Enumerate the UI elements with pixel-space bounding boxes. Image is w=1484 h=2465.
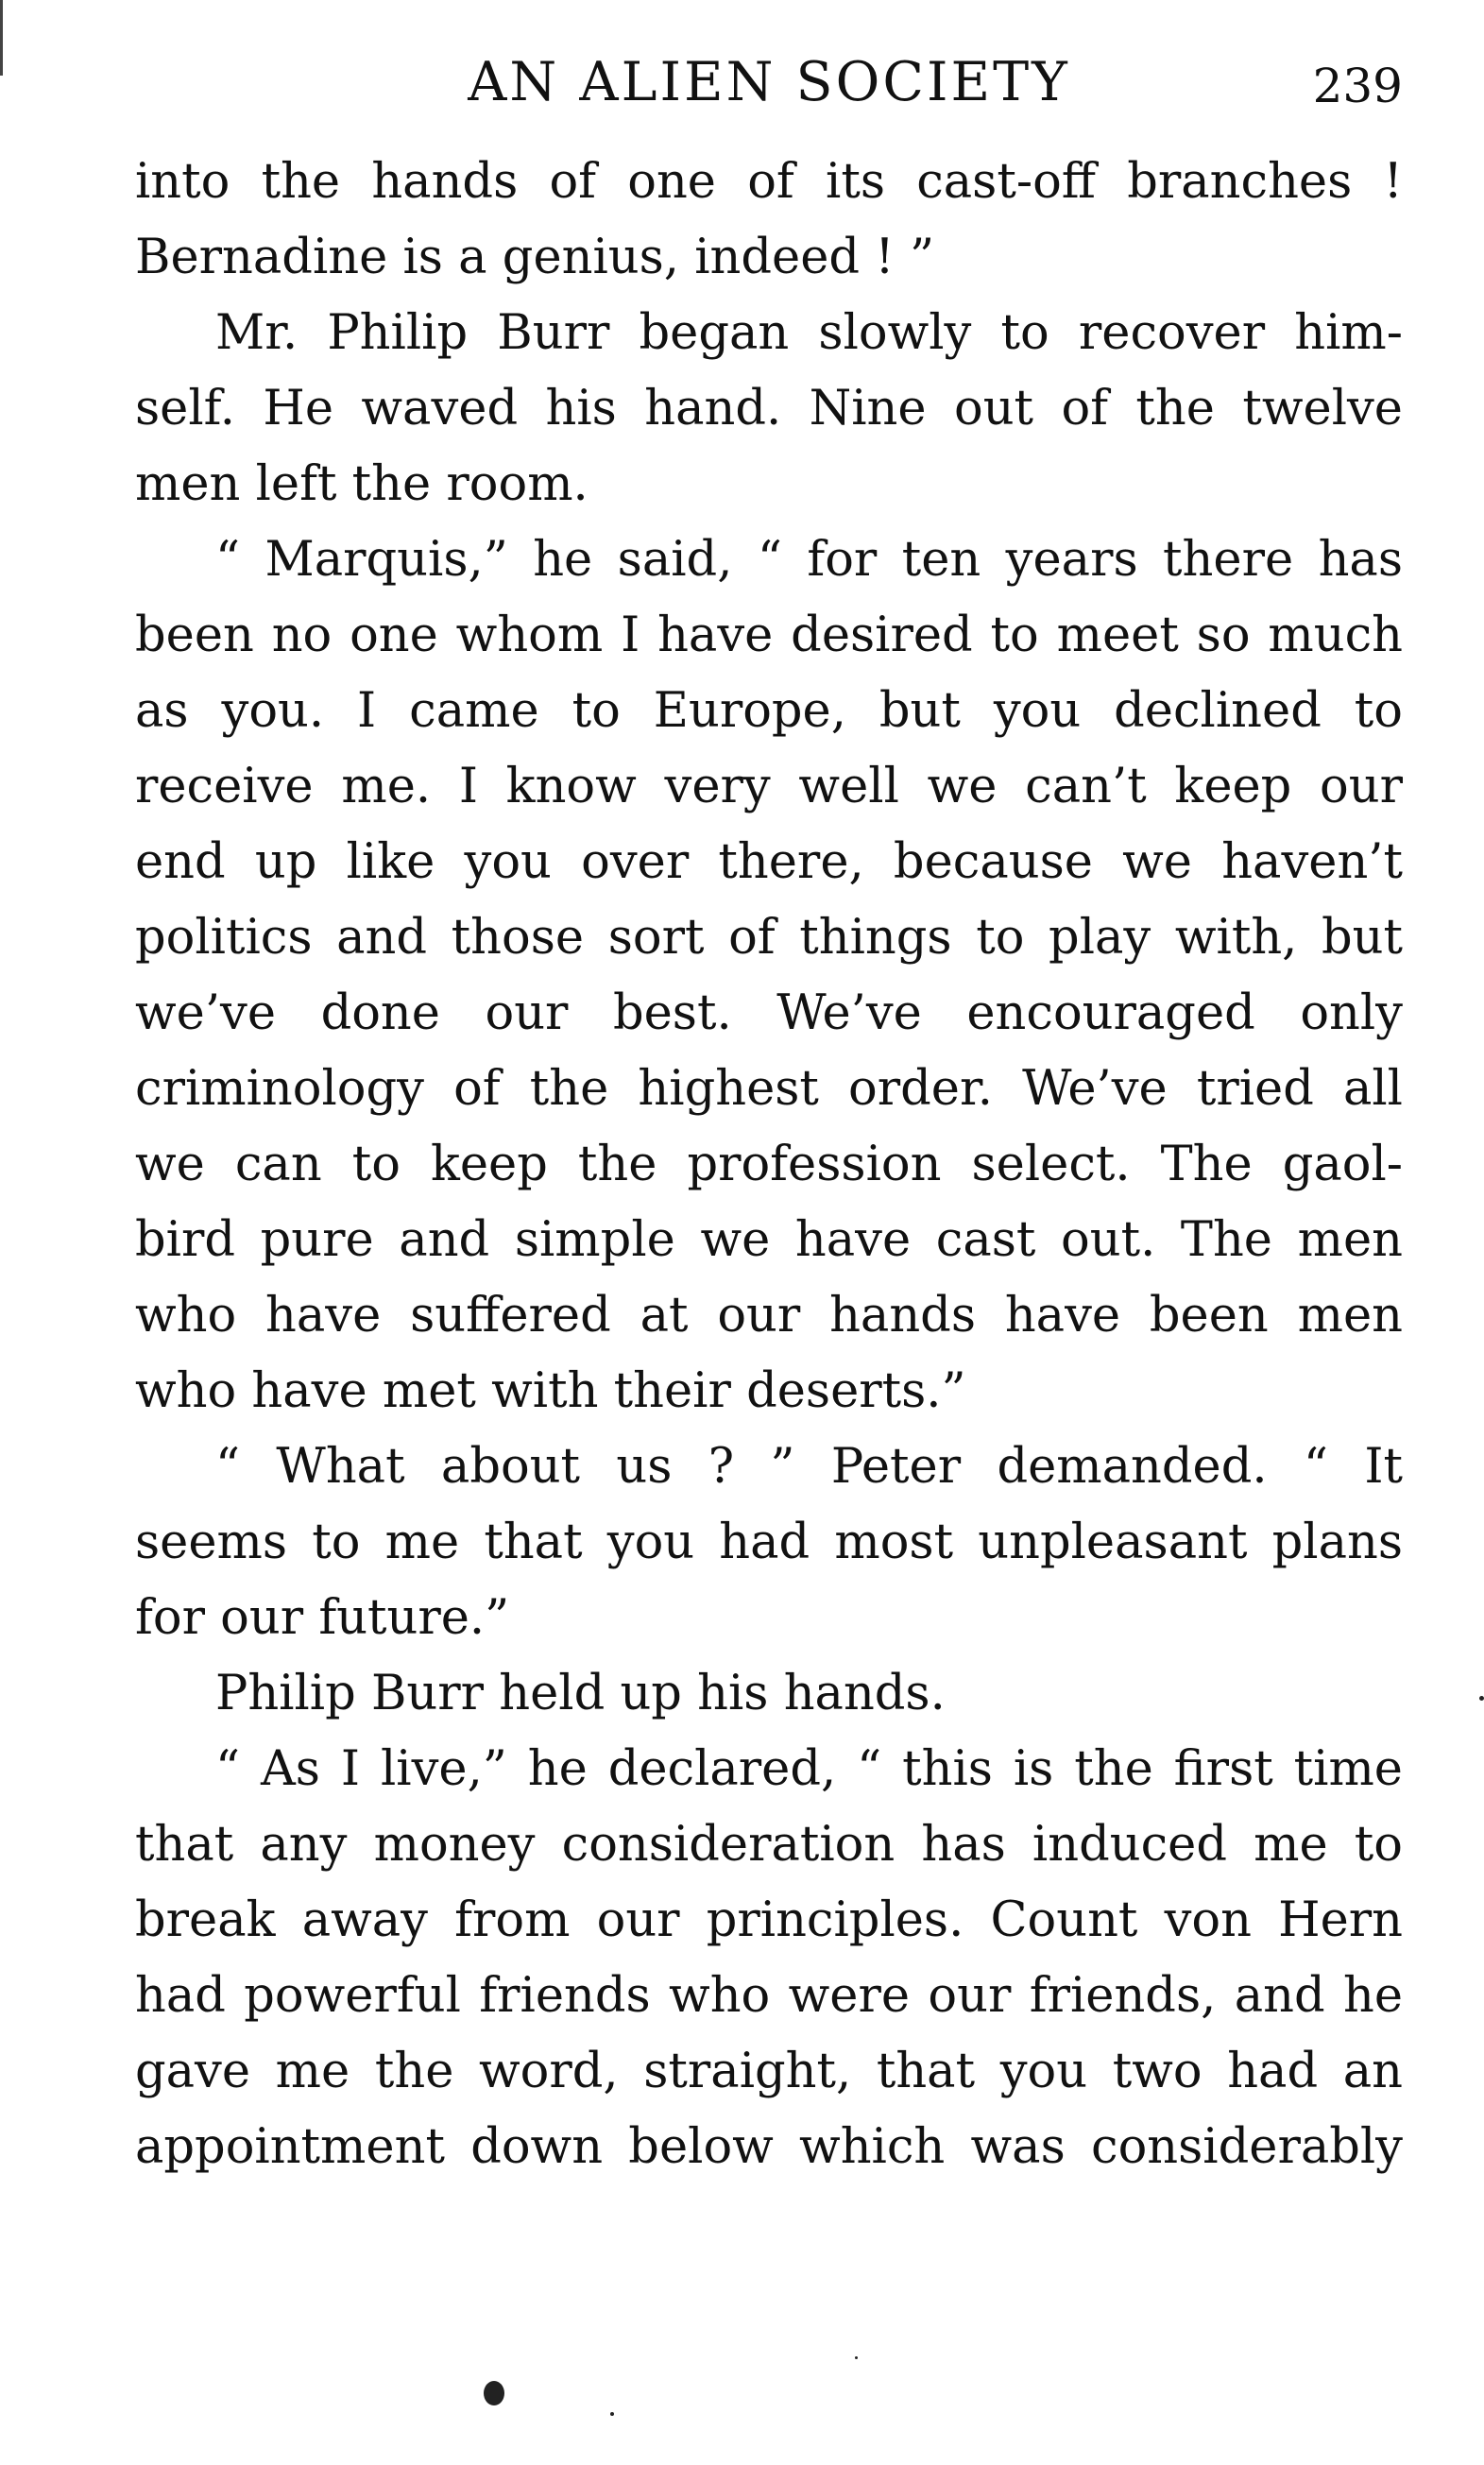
text-line: break away from our principles. Count von Hern (135, 1892, 1403, 1948)
text-line: criminology of the highest order. We’ve tried all (135, 1061, 1403, 1117)
margin-mark (0, 0, 3, 76)
text-line: who have suffered at our hands have been men (135, 1288, 1403, 1344)
text-line: as you. I came to Europe, but you declined to (135, 683, 1403, 739)
text-line: Bernadine is a genius, indeed ! ” (135, 230, 935, 285)
text-line: receive me. I know very well we can’t keep our (135, 759, 1403, 814)
text-line: we can to keep the profession select. The gaol- (135, 1137, 1403, 1192)
ink-speck (1479, 1696, 1484, 1701)
page-number: 239 (1312, 59, 1403, 113)
text-line: that any money consideration has induced me to (135, 1817, 1403, 1873)
text-line: been no one whom I have desired to meet so much (135, 608, 1403, 663)
text-line: appointment down below which was considerably (135, 2119, 1403, 2175)
text-line: Mr. Philip Burr began slowly to recover him- (215, 305, 1403, 361)
ink-speck (855, 2356, 858, 2359)
text-line: who have met with their deserts.” (135, 1363, 966, 1419)
running-title: AN ALIEN SOCIETY (468, 51, 1070, 113)
text-line: gave me the word, straight, that you two had an (135, 2044, 1403, 2099)
text-line: “ Marquis,” he said, “ for ten years there has (215, 532, 1403, 588)
text-line: for our future.” (135, 1590, 510, 1646)
text-line: into the hands of one of its cast-off branches ! (135, 154, 1403, 210)
text-line: self. He waved his hand. Nine out of the twelve (135, 381, 1403, 437)
text-line: men left the room. (135, 456, 588, 512)
body-text (135, 145, 1403, 2185)
text-line: we’ve done our best. We’ve encouraged only (135, 985, 1403, 1041)
page-header (135, 49, 1403, 115)
text-line: had powerful friends who were our friends, and he (135, 1968, 1403, 2024)
ink-speck (484, 2381, 504, 2405)
text-line: seems to me that you had most unpleasant plans (135, 1515, 1403, 1570)
text-line: bird pure and simple we have cast out. The men (135, 1212, 1403, 1268)
ink-speck (610, 2412, 614, 2416)
text-line: “ As I live,” he declared, “ this is the first time (215, 1741, 1403, 1797)
text-line: end up like you over there, because we haven’t (135, 834, 1403, 890)
text-line: politics and those sort of things to play with, but (135, 910, 1403, 966)
text-line: “ What about us ? ” Peter demanded. “ It (215, 1439, 1403, 1495)
text-line: Philip Burr held up his hands. (215, 1666, 946, 1721)
